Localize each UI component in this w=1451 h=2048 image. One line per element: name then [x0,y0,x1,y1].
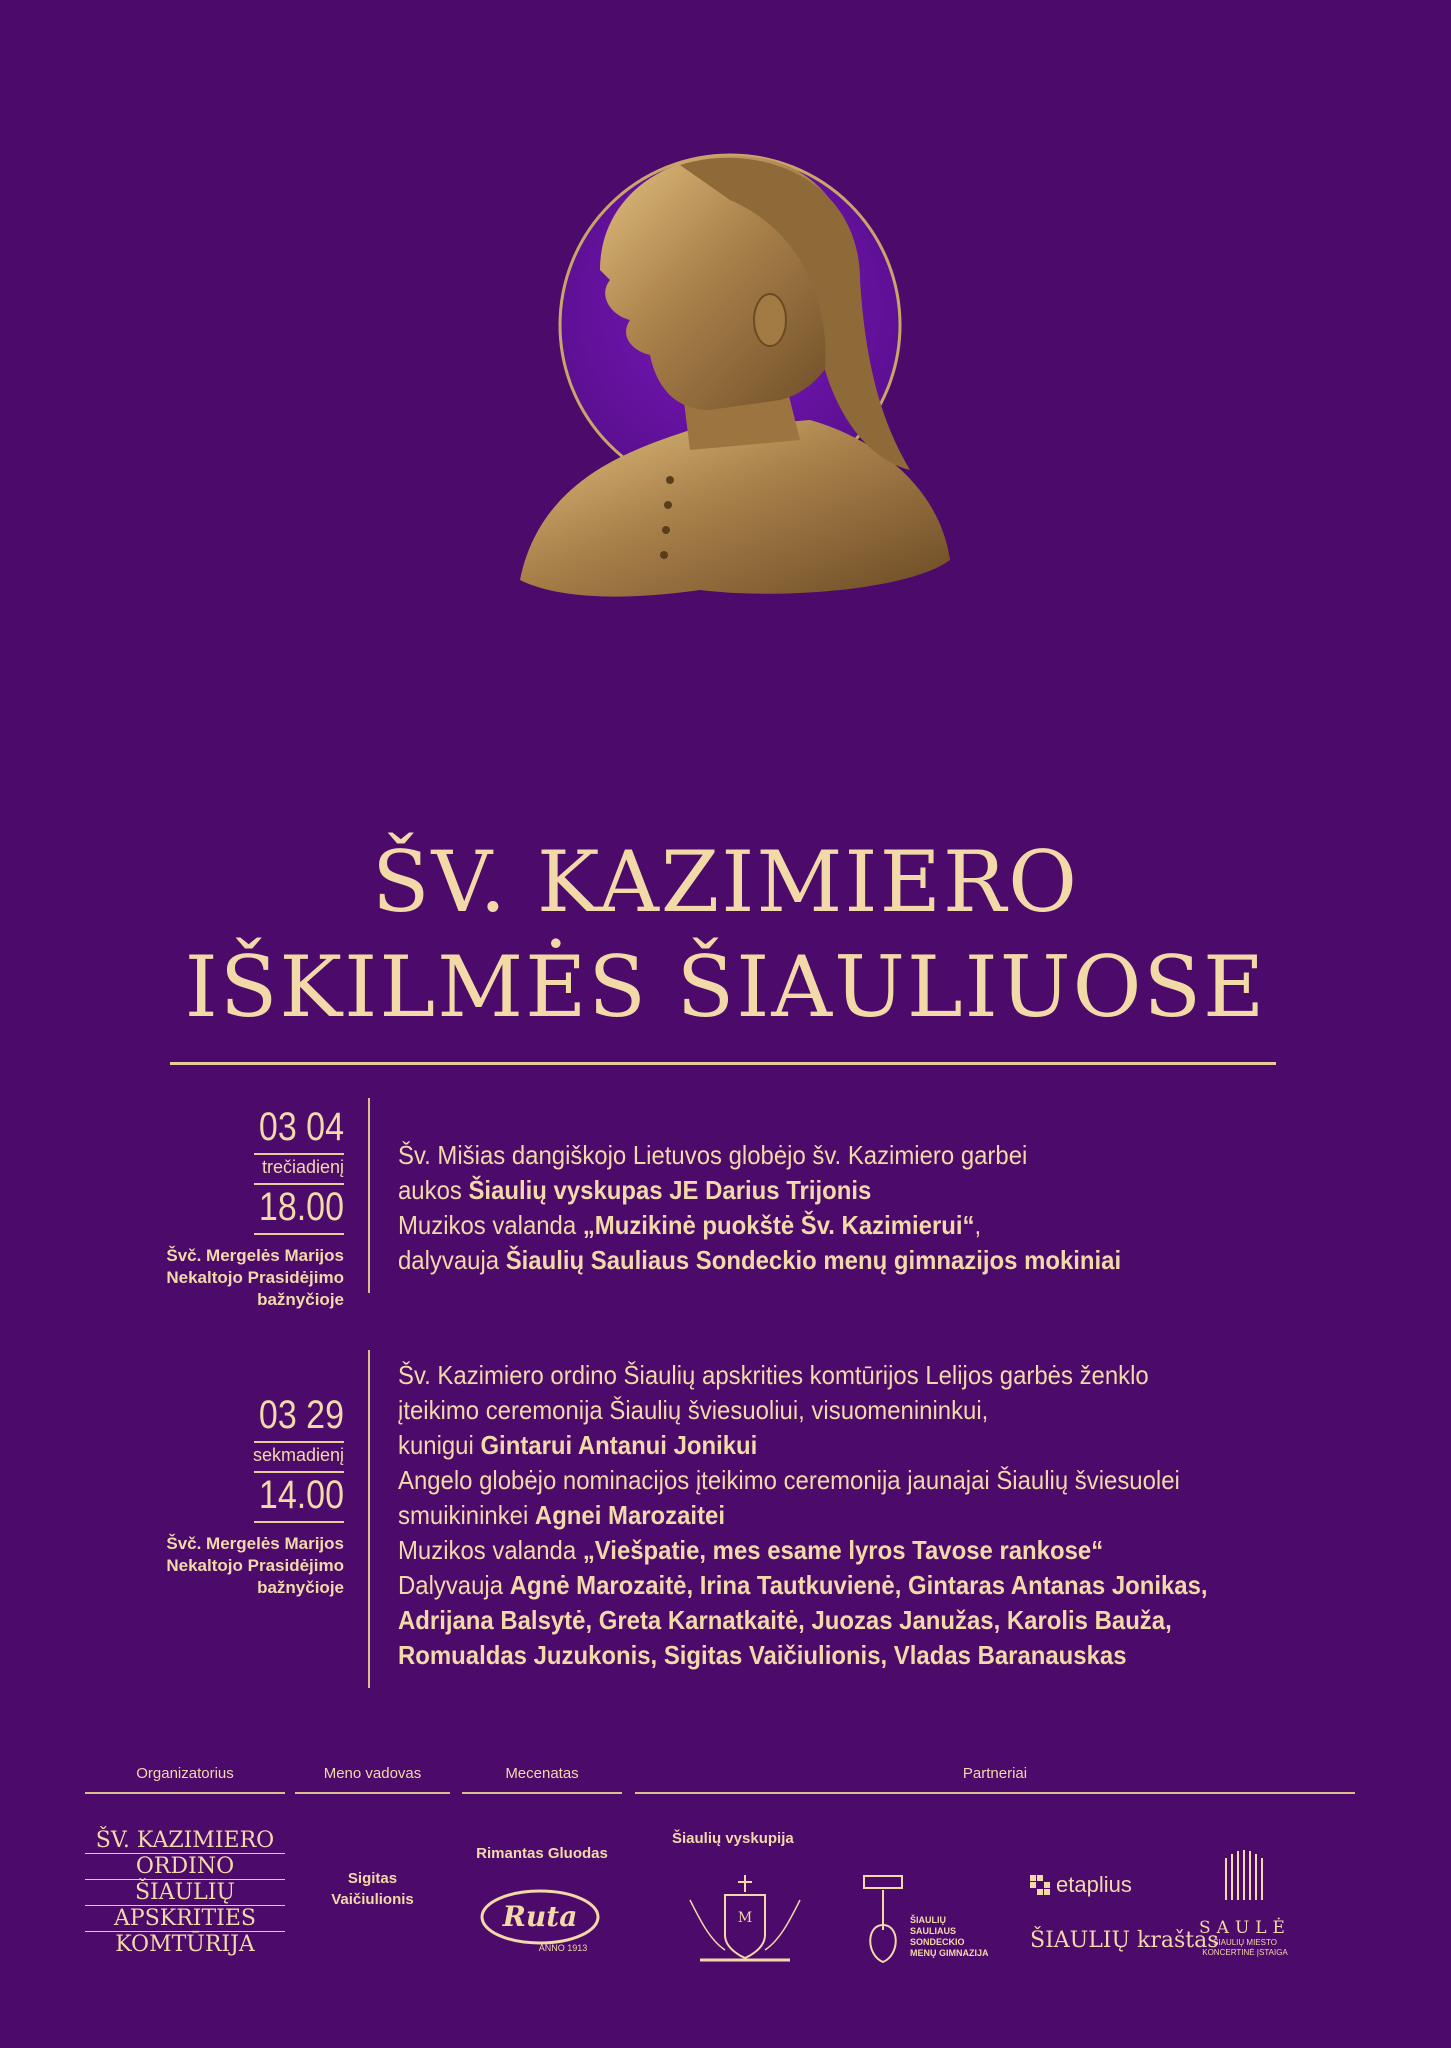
bold-text: Šiaulių vyskupas JE Darius Trijonis [468,1175,872,1205]
saule-subtitle-line: KONCERTINĖ ĮSTAIGA [1202,1948,1288,1957]
school-logo-line: SAULIAUS [910,1926,957,1936]
event-2-line [398,1533,1318,1568]
title-line-1: ŠV. KAZIMIERO [371,833,1080,931]
event-1-time-rule [254,1233,344,1235]
bold-text: Romualdas Juzukonis, Sigitas Vaičiulionis, Vladas Baranauskas [398,1640,1127,1670]
event-1-venue-line: Nekaltojo Prasidėjimo [166,1268,344,1287]
organizer-line: ORDINO [85,1854,285,1880]
school-logo-line: ŠIAULIŲ [910,1915,946,1925]
event-title [0,830,1451,1040]
bold-text: Šiaulių Sauliaus Sondeckio menų gimnazijos mokiniai [505,1245,1122,1275]
text: Muzikos valanda [398,1210,583,1240]
bold-text: Agnei Marozaitei [534,1500,725,1530]
event-2-line [398,1638,1318,1673]
etaplius-logo-text: etaplius [1056,1872,1132,1897]
event-2-venue-line: bažnyčioje [257,1578,344,1597]
ruta-logo-text: Ruta [502,1900,578,1933]
organizer-label: Organizatorius [136,1765,234,1782]
event-1-line [398,1173,1318,1208]
text: Šv. Mišias dangiškojo Lietuvos globėjo šv. Kazimiero garbei [398,1140,1028,1170]
art-director-rule [295,1792,450,1794]
diocese-coat-of-arms-icon [680,1870,810,1970]
event-2-line [398,1603,1318,1638]
event-2-time-rule [254,1521,344,1523]
saule-logo-text [1190,1918,1300,1958]
event-2-line [398,1498,1318,1533]
etaplius-logo [1030,1872,1132,1898]
patron-rule [462,1792,622,1794]
siauliu-krastas-logo: ŠIAULIŲ kraštas [1030,1928,1219,1953]
text: aukos [398,1175,469,1205]
event-2-schedule [84,1393,344,1599]
text: Dalyvauja [398,1570,510,1600]
saule-subtitle-line: ŠIAULIŲ MIESTO [1213,1938,1277,1947]
event-2-line [398,1463,1318,1498]
event-2-line [398,1428,1318,1463]
bold-text: Adrijana Balsytė, Greta Karnatkaitė, Juozas Janužas, Karolis Bauža, [398,1605,1172,1635]
diocese-label: Šiaulių vyskupija [672,1830,794,1847]
bold-text: Gintarui Antanui Jonikui [480,1430,758,1460]
event-1-line [398,1208,1318,1243]
ruta-logo-year: ANNO 1913 [538,1943,588,1953]
patron-name: Rimantas Gluodas [476,1845,608,1862]
text: kunigui [398,1430,481,1460]
partners-rule [635,1792,1355,1794]
art-director-label: Meno vadovas [323,1765,422,1782]
event-1-venue-line: Švč. Mergelės Marijos [166,1246,344,1265]
event-1-divider [368,1098,370,1293]
saint-casimir-bust-image [480,120,980,620]
organizer-line: APSKRITIES [85,1906,285,1932]
event-2-weekday: sekmadienį [252,1445,344,1465]
violin-keyboard-icon [858,1870,908,1970]
art-director-name [300,1868,445,1910]
event-1-venue [84,1245,344,1311]
event-1-venue-line: bažnyčioje [257,1290,344,1309]
art-director-name-line: Vaičiulionis [331,1891,414,1908]
title-line-2: IŠKILMĖS ŠIAULIUOSE [184,938,1267,1036]
etaplius-grid-icon [1030,1875,1050,1895]
event-2-line [398,1358,1318,1393]
event-2-time: 14.00 [258,1473,344,1517]
organizer-line: ŠV. KAZIMIERO [85,1828,285,1854]
patron-label: Mecenatas [505,1765,579,1782]
school-logo-line: SONDECKIO [910,1937,965,1947]
text: Angelo globėjo nominacijos įteikimo ceremonija jaunajai Šiaulių šviesuolei [398,1465,1180,1495]
saule-organ-icon [1220,1848,1270,1903]
art-director-name-line: Sigitas [347,1870,398,1887]
organizer-logo-text [85,1828,285,1957]
event-1-schedule [84,1105,344,1311]
event-2-venue-line: Nekaltojo Prasidėjimo [166,1556,344,1575]
text: dalyvauja [398,1245,506,1275]
saule-name: SAULĖ [1199,1918,1291,1938]
event-1-date: 03 04 [258,1105,344,1149]
event-2-divider [368,1350,370,1688]
bold-text: Agnė Marozaitė, Irina Tautkuvienė, Gintaras Antanas Jonikas, [509,1570,1208,1600]
text: įteikimo ceremonija Šiaulių šviesuoliui, visuomenininkui, [398,1395,989,1425]
school-logo-text [910,1915,1030,1959]
event-1-line [398,1243,1318,1278]
event-1-weekday: trečiadienį [261,1157,344,1177]
svg-text:M: M [737,1910,753,1926]
event-2-line [398,1568,1318,1603]
bold-text: „Viešpatie, mes esame lyros Tavose rankose“ [582,1535,1104,1565]
organizer-line: KOMTŪRIJA [115,1932,255,1957]
event-2-venue [84,1533,344,1599]
organizer-line: ŠIAULIŲ [85,1880,285,1906]
event-1-time: 18.00 [258,1185,344,1229]
organizer-rule [85,1792,285,1794]
event-2-date: 03 29 [258,1393,344,1437]
text: smuikininkei [398,1500,535,1530]
title-divider [170,1062,1276,1065]
event-1-line [398,1138,1318,1173]
event-1-description [398,1138,1318,1278]
event-2-line [398,1393,1318,1428]
ruta-logo [475,1885,605,1955]
event-2-description [398,1358,1318,1673]
partners-label: Partneriai [962,1765,1028,1782]
text: Muzikos valanda [398,1535,583,1565]
event-2-venue-line: Švč. Mergelės Marijos [166,1534,344,1553]
bold-text: „Muzikinė puokštė Šv. Kazimierui“ [582,1210,975,1240]
text: Šv. Kazimiero ordino Šiaulių apskrities komtūrijos Lelijos garbės ženklo [398,1360,1149,1390]
text: , [974,1210,982,1240]
school-logo-line: MENŲ GIMNAZIJA [910,1948,989,1958]
